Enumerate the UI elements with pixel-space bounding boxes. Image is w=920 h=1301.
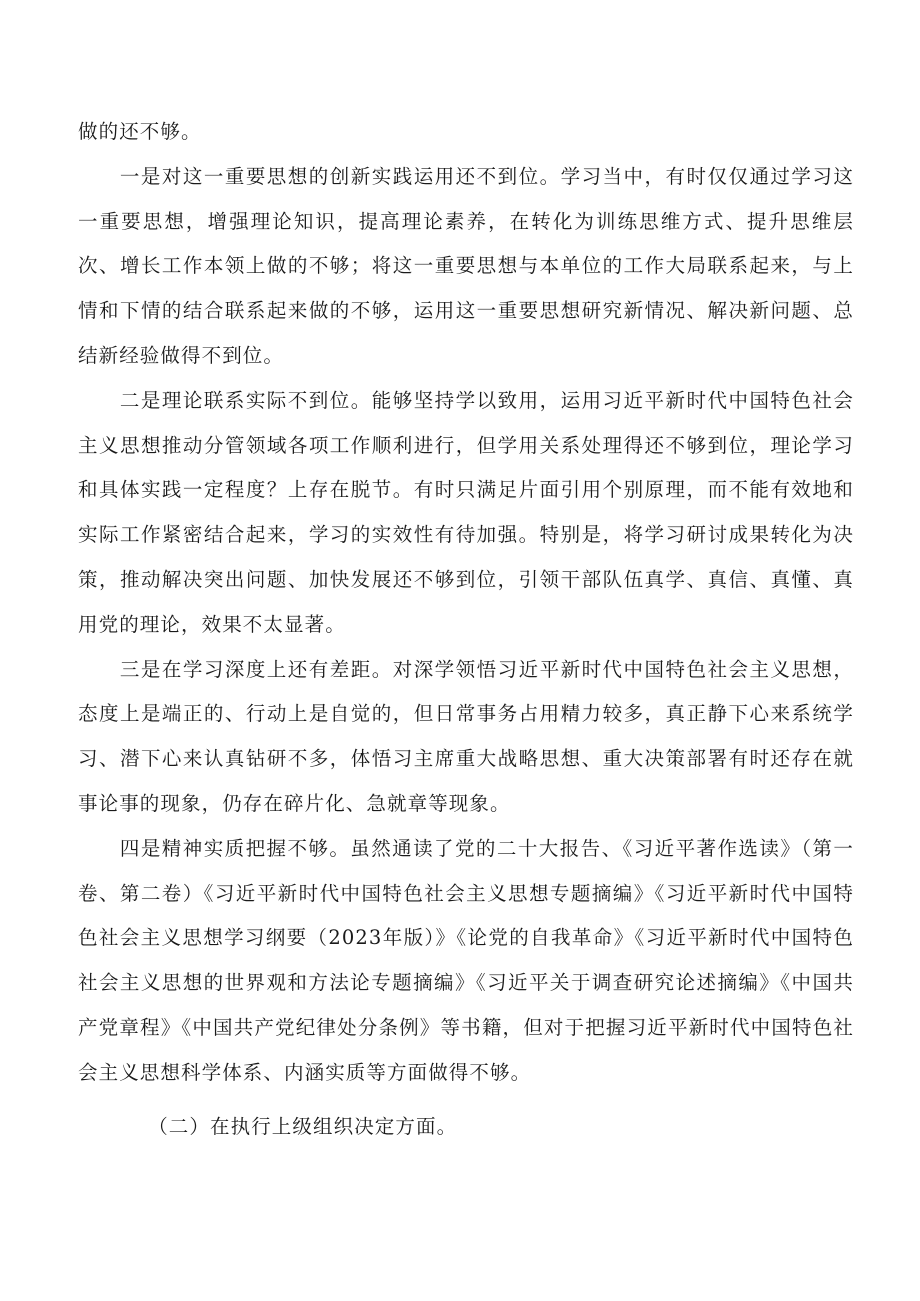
section-heading: （二）在执行上级组织决定方面。 bbox=[148, 1114, 458, 1138]
paragraph-point-two: 二是理论联系实际不到位。能够坚持学以致用，运用习近平新时代中国特色社会主义思想推动分管领域各项工作顺利进行，但学用关系处理得还不够到位，理论学习和具体实践一定程度？上存在脱节。有时只满足片面引用个别原理，而不能有效地和实际工作紧密结合起来，学习的实效性有待加强。特别是，将学习研讨成果转化为决策，推动解决突出问题、加快发展还不够到位，引领干部队伍真学、真信、真懂、真用党的理论，效果不太显著。 bbox=[78, 388, 854, 636]
paragraph-point-four: 四是精神实质把握不够。虽然通读了党的二十大报告、《习近平著作选读》（第一卷、第二卷）《习近平新时代中国特色社会主义思想专题摘编》《习近平新时代中国特色社会主义思想学习纲要（2023年版）》《论党的自我革命》《习近平新时代中国特色社会主义思想的世界观和方法论专题摘编》《习近平关于调查研究论述摘编》《中国共产党章程》《中国共产党纪律处分条例》等书籍，但对于把握习近平新时代中国特色社会主义思想科学体系、内涵实质等方面做得不够。 bbox=[78, 836, 854, 1084]
document-body bbox=[78, 110, 854, 1149]
paragraph-continuation: 做的还不够。 bbox=[78, 120, 202, 143]
paragraph-point-one: 一是对这一重要思想的创新实践运用还不到位。学习当中，有时仅仅通过学习这一重要思想，增强理论知识，提高理论素养，在转化为训练思维方式、提升思维层次、增长工作本领上做的不够；将这一重要思想与本单位的工作大局联系起来，与上情和下情的结合联系起来做的不够，运用这一重要思想研究新情况、解决新问题、总结新经验做得不到位。 bbox=[78, 164, 854, 367]
paragraph-point-three: 三是在学习深度上还有差距。对深学领悟习近平新时代中国特色社会主义思想，态度上是端正的、行动上是自觉的，但日常事务占用精力较多，真正静下心来系统学习、潜下心来认真钻研不多，体悟习主席重大战略思想、重大决策部署有时还存在就事论事的现象，仍存在碎片化、急就章等现象。 bbox=[78, 657, 854, 815]
